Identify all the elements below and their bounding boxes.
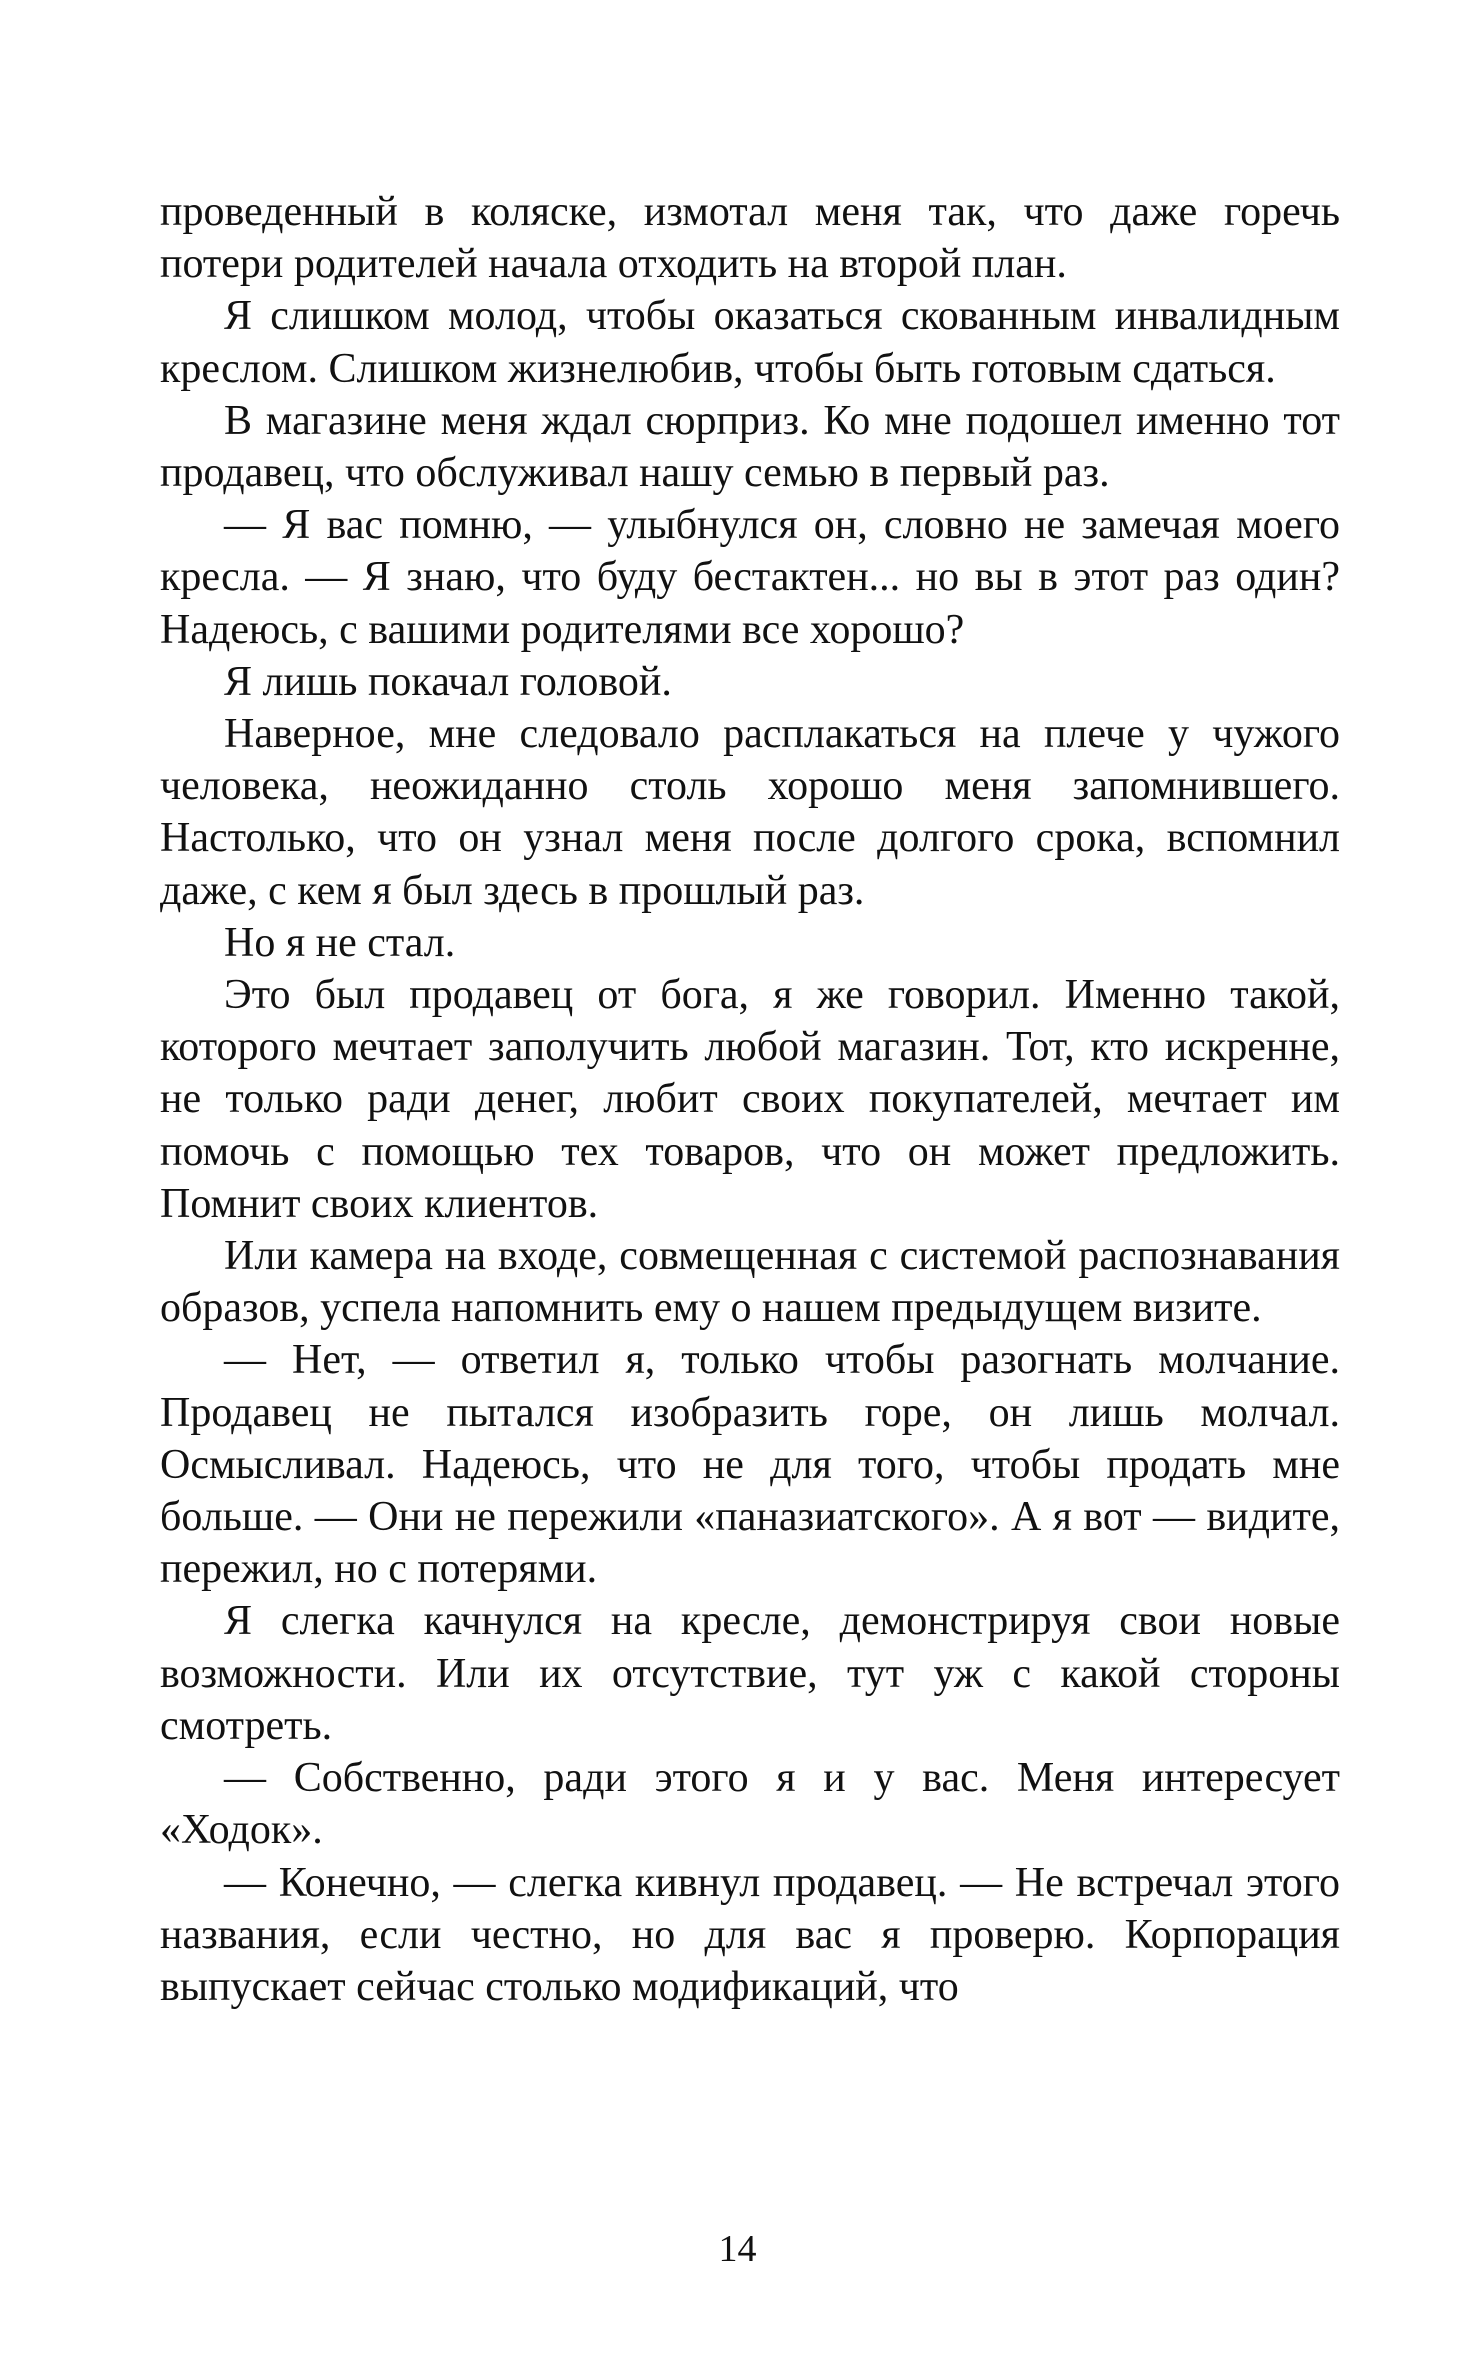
- paragraph: — Собственно, ради этого я и у вас. Меня интересует «Ходок».: [160, 1755, 1340, 1854]
- paragraph: Я слегка качнулся на кресле, демонстрируя свои новые возможности. Или их отсутствие, тут уж с какой стороны смотреть.: [160, 1598, 1340, 1749]
- paragraph: Или камера на входе, совмещенная с системой распознавания образов, успела напомнить ему о нашем предыдущем визите.: [160, 1233, 1340, 1332]
- page-number: 14: [718, 2228, 757, 2270]
- paragraph: — Конечно, — слегка кивнул продавец. — Не встречал этого названия, если честно, но для вас я проверю. Корпорация выпускает сейчас столько модификаций, что: [160, 1859, 1340, 2010]
- paragraph: Это был продавец от бога, я же говорил. Именно такой, которого мечтает заполучить любой магазин. Тот, кто искренне, не только ради денег, любит своих покупателей, мечтает им помочь с помощью тех товаров, что он может предложить. Помнит своих клиентов.: [160, 972, 1340, 1227]
- paragraph: Я слишком молод, чтобы оказаться скованным инвалидным креслом. Слишком жизнелюбив, чтобы быть готовым сдаться.: [160, 293, 1340, 392]
- body-text: [160, 186, 1340, 2013]
- paragraph: — Нет, — ответил я, только чтобы разогнать молчание. Продавец не пытался изобразить горе, он лишь молчал. Осмысливал. Надеюсь, что не для того, чтобы продать мне больше. — Они не пережили «паназиатского». А я вот — видите, пережил, но с потерями.: [160, 1337, 1340, 1593]
- paragraph: Наверное, мне следовало расплакаться на плече у чужого человека, неожиданно столь хорошо меня запомнившего. Настолько, что он узнал меня после долгого срока, вспомнил даже, с кем я был здесь в прошлый раз.: [160, 711, 1340, 914]
- paragraph: Я лишь покачал головой.: [224, 658, 672, 705]
- paragraph: проведенный в коляске, измотал меня так, что даже горечь потери родителей начала отходить на второй план.: [160, 189, 1340, 288]
- paragraph: — Я вас помню, — улыбнулся он, словно не замечая моего кресла. — Я знаю, что буду бестактен... но вы в этот раз один? Надеюсь, с вашими родителями все хорошо?: [160, 502, 1340, 653]
- paragraph: В магазине меня ждал сюрприз. Ко мне подошел именно тот продавец, что обслуживал нашу семью в первый раз.: [160, 397, 1340, 497]
- paragraph: Но я не стал.: [224, 919, 456, 966]
